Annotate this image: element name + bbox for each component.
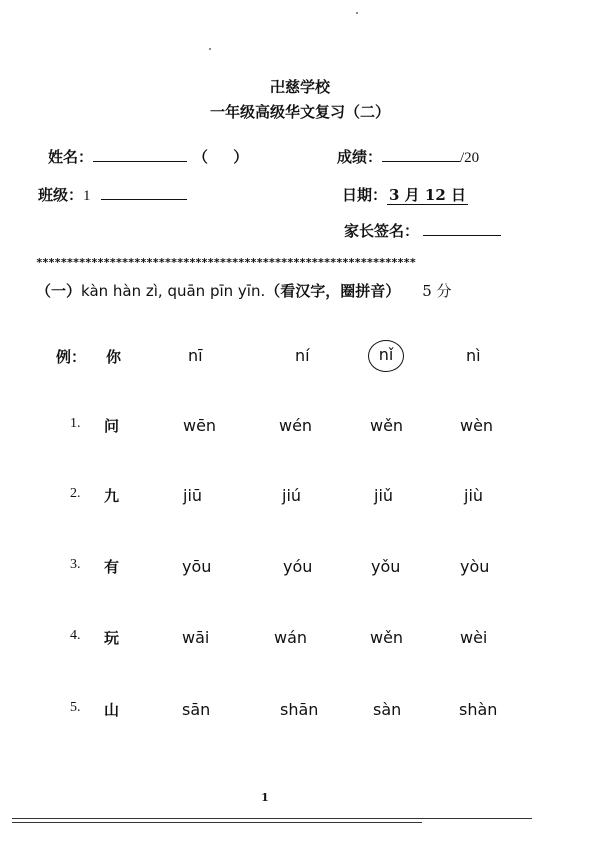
pinyin-option[interactable]: wán: [274, 628, 308, 647]
example-answer-circle: nǐ: [368, 340, 404, 372]
example-option-3-circled: [368, 340, 404, 372]
class-blank: [101, 185, 187, 200]
question-char: 问: [104, 417, 120, 435]
pinyin-option[interactable]: wēn: [183, 416, 217, 435]
question-char: 九: [104, 487, 120, 505]
pinyin-option[interactable]: sān: [182, 700, 211, 719]
name-label: 姓名：: [48, 148, 94, 166]
pinyin-option[interactable]: jiú: [282, 486, 302, 505]
scan-speck: [209, 48, 211, 50]
example-option-4: nì: [466, 346, 481, 365]
pinyin-option[interactable]: wěn: [370, 416, 404, 435]
section-pinyin: kàn hàn zì, quān pīn yīn.: [81, 282, 266, 300]
example-option-1: nī: [188, 346, 203, 365]
score-field: [337, 146, 479, 167]
pinyin-option[interactable]: shān: [280, 700, 319, 719]
pinyin-option[interactable]: wěn: [370, 628, 404, 647]
footer-rule-bottom: [12, 822, 422, 823]
section-prefix: （一）: [36, 282, 82, 300]
parent-signature-blank: [423, 221, 501, 236]
school-name: 卍慈学校: [269, 78, 330, 96]
pinyin-option[interactable]: yòu: [460, 557, 490, 576]
asterisk-divider: **************************************************************: [36, 256, 416, 269]
scan-speck: [356, 12, 358, 14]
question-number: 5.: [70, 700, 81, 715]
pinyin-option[interactable]: sàn: [373, 700, 402, 719]
name-paren: （ ）: [193, 148, 259, 166]
pinyin-option[interactable]: yǒu: [371, 557, 401, 576]
name-blank: [93, 147, 187, 162]
pinyin-option[interactable]: wén: [279, 416, 313, 435]
section-instruction: （看汉字，圈拼音）: [265, 282, 401, 300]
pinyin-option[interactable]: wèn: [460, 416, 494, 435]
question-char: 山: [104, 701, 120, 719]
question-number: 4.: [70, 628, 81, 643]
pinyin-option[interactable]: shàn: [459, 700, 498, 719]
question-number: 3.: [70, 557, 81, 572]
score-label: 成绩：: [337, 148, 383, 166]
name-field: [48, 146, 258, 167]
example-label: 例：: [56, 348, 87, 366]
class-value: 1: [83, 188, 91, 204]
pinyin-option[interactable]: yóu: [283, 557, 313, 576]
worksheet-title: 一年级高级华文复习（二）: [209, 103, 390, 121]
example-option-2: ní: [295, 346, 310, 365]
class-field: [38, 184, 187, 205]
section-heading: [36, 280, 452, 301]
pinyin-option[interactable]: yōu: [182, 557, 212, 576]
question-number: 1.: [70, 416, 81, 431]
pinyin-option[interactable]: wèi: [460, 628, 488, 647]
question-char: 玩: [104, 629, 120, 647]
footer-rule-top: [12, 818, 532, 819]
pinyin-option[interactable]: jiǔ: [374, 486, 394, 505]
pinyin-option[interactable]: wāi: [182, 628, 210, 647]
example-char: 你: [106, 348, 122, 366]
question-char: 有: [104, 558, 120, 576]
pinyin-option[interactable]: jiù: [464, 486, 484, 505]
page-number: 1: [261, 791, 269, 804]
date-field: [342, 184, 468, 205]
pinyin-option[interactable]: jiū: [183, 486, 203, 505]
question-number: 2.: [70, 486, 81, 501]
section-points: 5 分: [422, 282, 452, 300]
parent-signature-field: [344, 220, 501, 241]
date-value: 3 月 12 日: [389, 186, 466, 204]
score-blank: [382, 147, 460, 162]
parent-signature-label: 家长签名：: [344, 222, 420, 240]
score-total: /20: [460, 150, 480, 166]
date-label: 日期：: [342, 186, 388, 204]
class-label: 班级：: [38, 186, 84, 204]
